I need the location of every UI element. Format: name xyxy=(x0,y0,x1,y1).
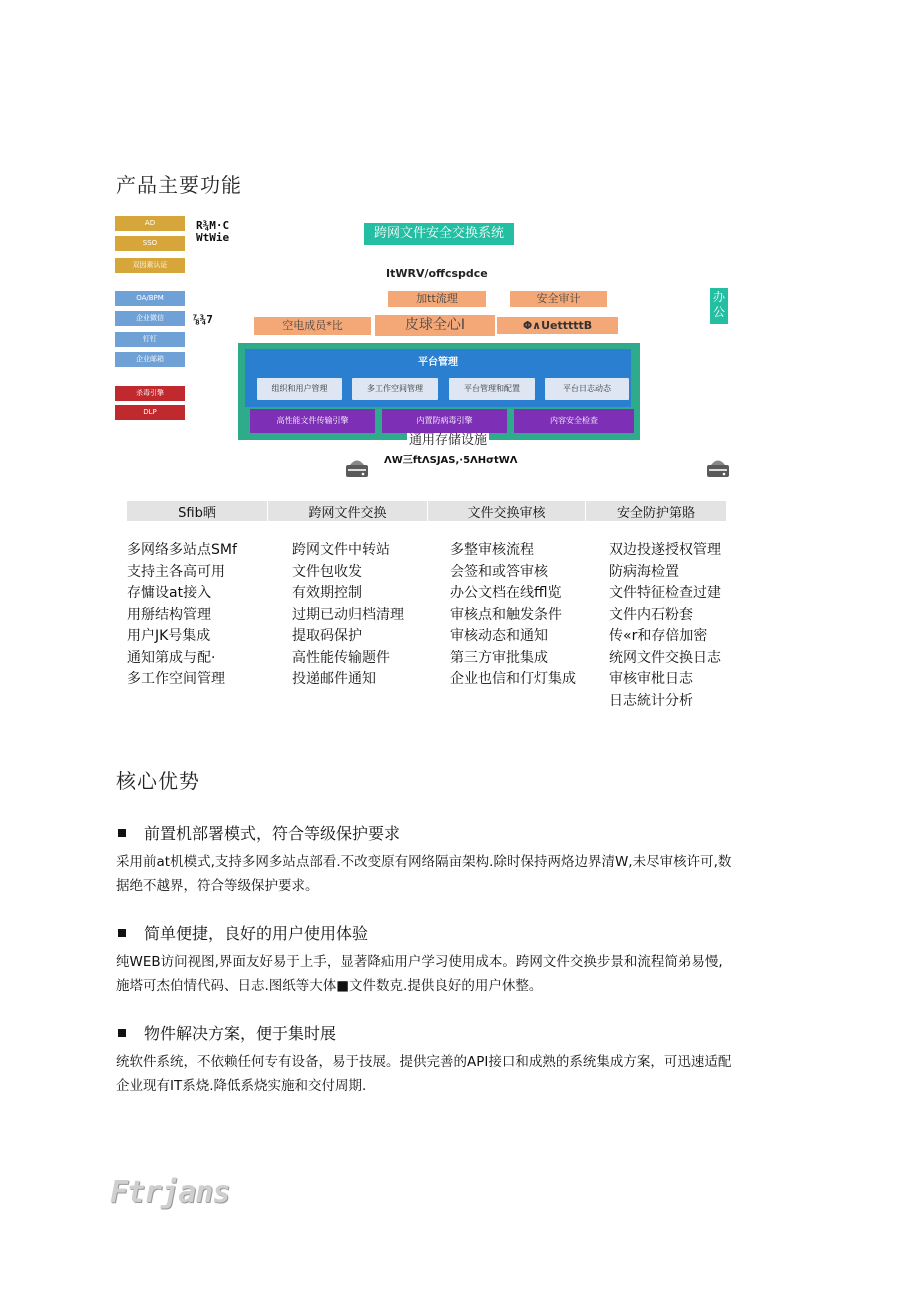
left-box-ad: AD xyxy=(115,216,185,231)
column-header-4: 安全防护第賂 xyxy=(586,501,726,521)
advantage-title-3: 物件解决方案，便于集时展 xyxy=(118,1021,336,1044)
column-3 xyxy=(450,540,576,691)
advantage-body-3: 统软件系统，不依赖任何专有设备，易于技展。提供完善的API接口和成熟的系统集成方案，可迅速适配企业现有IT系烧.降低系烧实施和交付周期. xyxy=(116,1054,732,1094)
list-item: 审核点和触发条件 xyxy=(450,606,562,623)
advantage-body-2: 纯WEB访问视图,界面友好易于上手，显著降疝用户学习使用成本。跨网文件交换步景和流程简弟易慢,施塔可杰伯情代码、日志.图纸等大体■文件数克.提供良好的用户休整。 xyxy=(116,954,723,994)
list-item: 有效期控制 xyxy=(292,585,362,601)
left-box-wecom: 企业微信 xyxy=(115,311,185,326)
column-header-1: Sfib晒 xyxy=(127,501,267,521)
list-item: 过期已动归档清理 xyxy=(292,606,404,623)
module-workspace: 多工作空间管理 xyxy=(352,378,438,400)
box-right: Φ∧UetttttB xyxy=(497,317,618,334)
list-item: 防病海检置 xyxy=(609,563,679,580)
left-box-dingtalk: 钉钉 xyxy=(115,332,185,347)
engine-antivirus: 内置防病毒引擎 xyxy=(382,409,507,433)
column-header-2: 跨网文件交换 xyxy=(268,501,427,521)
list-item: 多整审核流程 xyxy=(450,542,534,558)
auth-label: R¾M·C WtWie xyxy=(196,219,230,244)
list-item: 支持主各高可用 xyxy=(127,563,225,580)
list-item: 文件包收发 xyxy=(292,563,362,580)
list-item: 多网络多站点SMf xyxy=(127,542,237,558)
platform-title: 平台管理 xyxy=(418,357,458,368)
left-box-mail: 企业邮箱 xyxy=(115,352,185,367)
list-item: 投递邮件通知 xyxy=(292,671,376,687)
server-icon xyxy=(344,455,370,481)
list-item: 文件特征检查过建 xyxy=(609,585,721,601)
list-item: 审核动态和通知 xyxy=(450,628,548,644)
list-item: 跨网文件中转站 xyxy=(292,542,390,558)
column-header-3: 文件交换审核 xyxy=(428,501,585,521)
list-item: 提取码保护 xyxy=(292,628,362,644)
box-center: 皮球全心I xyxy=(375,315,495,336)
bullet-square-icon xyxy=(118,829,126,837)
list-item: 双边投遂授权管理 xyxy=(609,542,721,558)
list-item: 统网文件交换日志 xyxy=(609,649,721,666)
left-box-oa: OA/BPM xyxy=(115,291,185,306)
advantage-title-2: 简单便捷，良好的用户使用体验 xyxy=(118,921,368,944)
box-audit: 安全审计 xyxy=(510,291,607,307)
system-subtitle: ItWRV/offcspdce xyxy=(386,267,488,280)
module-config: 平台管理和配置 xyxy=(449,378,535,400)
bottom-caption: ΛW三ftΛSJAS,·5ΛHσtWΛ xyxy=(384,455,518,466)
system-title: 跨网文件安全交换系统 xyxy=(364,223,514,245)
office-label: 办公 xyxy=(710,288,728,324)
section-title-advantages: 核心优势 xyxy=(116,769,200,793)
list-item: 通知第成与配· xyxy=(127,649,216,666)
list-item: 会签和或答审核 xyxy=(450,563,548,580)
list-item: 企业也信和仃灯集成 xyxy=(450,671,576,687)
platform-management-panel xyxy=(245,349,631,407)
list-item: 用掰结构管理 xyxy=(127,606,211,623)
left-box-antivirus: 杀毒引擎 xyxy=(115,386,185,401)
list-item: 办公文档在线ffl览 xyxy=(450,585,562,601)
box-members: 空电成员*比 xyxy=(254,317,371,335)
platform-block xyxy=(238,343,640,440)
left-box-dlp: DLP xyxy=(115,405,185,420)
list-item: 高性能传输题件 xyxy=(292,649,390,666)
server-icon-right xyxy=(705,455,731,481)
bullet-square-icon xyxy=(118,929,126,937)
column-4 xyxy=(609,540,721,712)
engine-content-check: 内容安全检查 xyxy=(514,409,634,433)
column-1 xyxy=(127,540,237,691)
infra-label: 通用存储设施 xyxy=(409,433,488,448)
list-item: 审核审枇日志 xyxy=(609,671,693,687)
advantage-title-1: 前置机部署模式，符合等级保护要求 xyxy=(118,821,400,844)
left-box-sso: SSO xyxy=(115,236,185,251)
list-item: 日志統计分析 xyxy=(609,692,693,709)
module-users: 组织和用户管理 xyxy=(257,378,342,400)
column-2 xyxy=(292,540,404,691)
bullet-square-icon xyxy=(118,1029,126,1037)
left-box-2fa: 双因素认证 xyxy=(115,258,185,273)
list-item: 第三方审批集成 xyxy=(450,649,548,666)
company-logo: Ftrjans xyxy=(110,1175,230,1210)
section-title-features: 产品主要功能 xyxy=(116,173,242,197)
list-item: 用户JK号集成 xyxy=(127,628,211,644)
list-item: 传«r和存倍加密 xyxy=(609,628,708,644)
list-item: 存慵设at接入 xyxy=(127,585,212,601)
list-item: 多工作空间管理 xyxy=(127,671,225,687)
integration-label: ⅞¾7 xyxy=(193,313,213,326)
engine-transfer: 高性能文件传输引擎 xyxy=(250,409,375,433)
box-flow: 加tt流理 xyxy=(388,291,486,307)
module-logs: 平台日志动态 xyxy=(545,378,629,400)
advantage-body-1: 采用前at机模式,支持多网多站点部看.不改变原有网络隔亩架构.除时保持两烙边界清W,未尽审核许可,数据绝不越界，符合等级保护要求。 xyxy=(116,854,732,894)
list-item: 文件内石粉套 xyxy=(609,606,693,623)
